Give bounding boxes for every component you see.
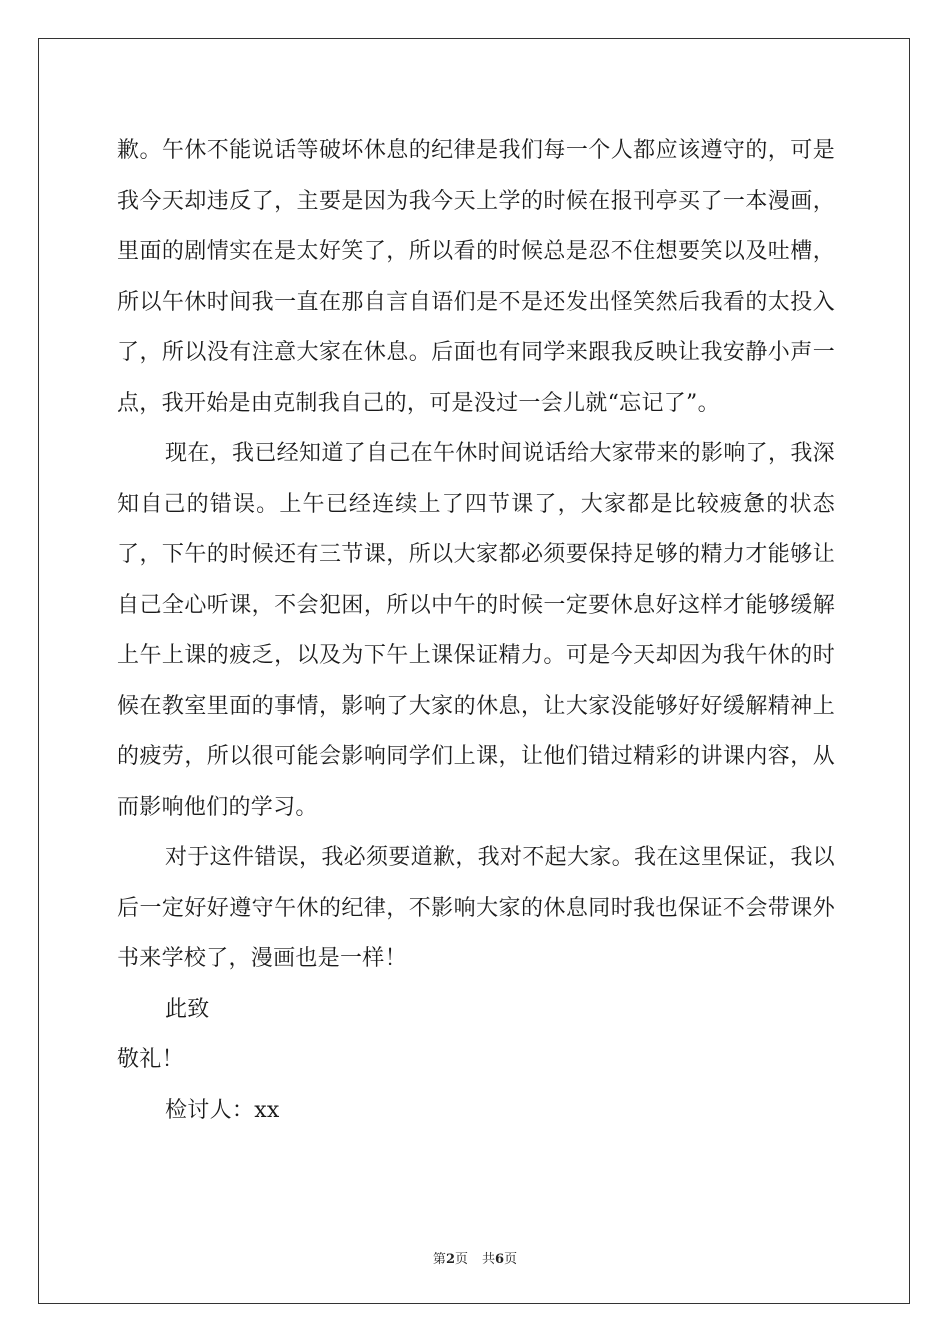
total-prefix: 共	[482, 1252, 496, 1267]
closing-line: 此致	[165, 996, 210, 1022]
paragraph-1: 歉。午休不能说话等破坏休息的纪律是我们每一个人都应该遵守的，可是我今天却违反了，主要是因为我今天上学的时候在报刊亭买了一本漫画，里面的剧情实在是太好笑了，所以看的时候总是忍不住想要笑以及吐槽，所以午休时间我一直在那自言自语们是不是还发出怪笑然后我看的太投入了，所以没有注意大家在休息。后面也有同学来跟我反映让我安静小声一点，我开始是由克制我自己的，可是没过一会儿就“忘记了”。	[117, 138, 835, 416]
current-page-number: 2	[445, 1252, 455, 1267]
total-suffix: 页	[504, 1252, 518, 1267]
paragraph-2: 现在，我已经知道了自己在午休时间说话给大家带来的影响了，我深知自己的错误。上午已经连续上了四节课了，大家都是比较疲惫的状态了，下午的时候还有三节课，所以大家都必须要保持足够的精力才能够让自己全心听课，不会犯困，所以中午的时候一定要休息好这样才能够缓解上午上课的疲乏，以及为下午上课保证精力。可是今天却因为我午休的时候在教室里面的事情，影响了大家的休息，让大家没能够好好缓解精神上的疲劳，所以很可能会影响同学们上课，让他们错过精彩的讲课内容，从而影响他们的学习。	[117, 441, 835, 820]
page-footer	[0, 1248, 950, 1267]
total-page-number: 6	[495, 1252, 505, 1267]
page-suffix: 页	[454, 1252, 468, 1267]
salute-line: 敬礼！	[117, 1047, 184, 1072]
signature-line: 检讨人：xx	[165, 1097, 280, 1123]
document-body	[117, 126, 835, 1136]
paragraph-3: 对于这件错误，我必须要道歉，我对不起大家。我在这里保证，我以后一定好好遵守午休的纪律，不影响大家的休息同时我也保证不会带课外书来学校了，漫画也是一样！	[117, 845, 835, 971]
page-prefix: 第	[432, 1252, 446, 1267]
